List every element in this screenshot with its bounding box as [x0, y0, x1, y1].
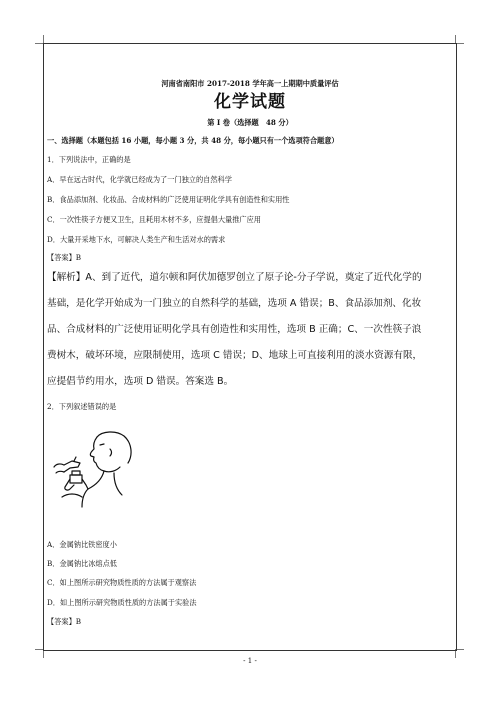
question-1-analysis-line: 费树木，破坏环境，应限制使用，选项 C 错误；D、地球上可直接利用的淡水资源有限，	[47, 350, 423, 361]
question-2-option-b: B．金属钠比冰熔点低	[47, 559, 117, 568]
section-heading: 一、选择题（本题包括 16 小题，每小题 3 分，共 48 分，每小题只有一个选项符合题意）	[47, 136, 339, 145]
smelling-experiment-figure	[52, 427, 136, 511]
page-title: 化学试题	[214, 92, 286, 112]
question-1-analysis-line: 品、合成材料的广泛使用证明化学具有创造性和实用性，选项 B 正确；C、一次性筷子浪	[47, 324, 422, 335]
question-2-option-d: D．如上图所示研究物质性质的方法属于实验法	[47, 598, 197, 607]
question-1-option-b: B．食品添加剂、化妆品、合成材料的广泛使用证明化学具有创造性和实用性	[47, 195, 290, 204]
question-1-option-d: D．大量开采地下水，可解决人类生产和生活对水的需求	[47, 235, 226, 244]
question-2-stem: 2．下列叙述错误的是	[47, 402, 117, 411]
question-1-analysis-line: 【解析】A、到了近代，道尔顿和阿伏加德罗创立了原子论-分子学说，奠定了近代化学的	[47, 272, 422, 283]
question-1-stem: 1．下列说法中，正确的是	[47, 155, 131, 164]
question-1-option-a: A．早在远古时代，化学就已经成为了一门独立的自然科学	[47, 175, 232, 184]
question-1-analysis-line: 基础，是化学开始成为一门独立的自然科学的基础，选项 A 错误；B、食品添加剂、化妆	[47, 298, 422, 309]
page-number: - 1 -	[243, 657, 257, 665]
volume-heading: 第 I 卷（选择题 48 分）	[207, 118, 293, 127]
question-2-answer: 【答案】B	[47, 617, 82, 626]
exam-title: 河南省南阳市 2017-2018 学年高一上期期中质量评估	[161, 79, 339, 88]
question-2-option-a: A．金属钠比铁密度小	[47, 540, 117, 549]
question-1-option-c: C．一次性筷子方便又卫生，且耗用木材不多，应提倡大量推广应用	[47, 215, 261, 224]
question-2-option-c: C．如上图所示研究物质性质的方法属于观察法	[47, 578, 197, 587]
question-1-analysis-line: 应提倡节约用水，选项 D 错误。答案选 B。	[47, 376, 234, 387]
question-1-answer: 【答案】B	[47, 253, 82, 262]
